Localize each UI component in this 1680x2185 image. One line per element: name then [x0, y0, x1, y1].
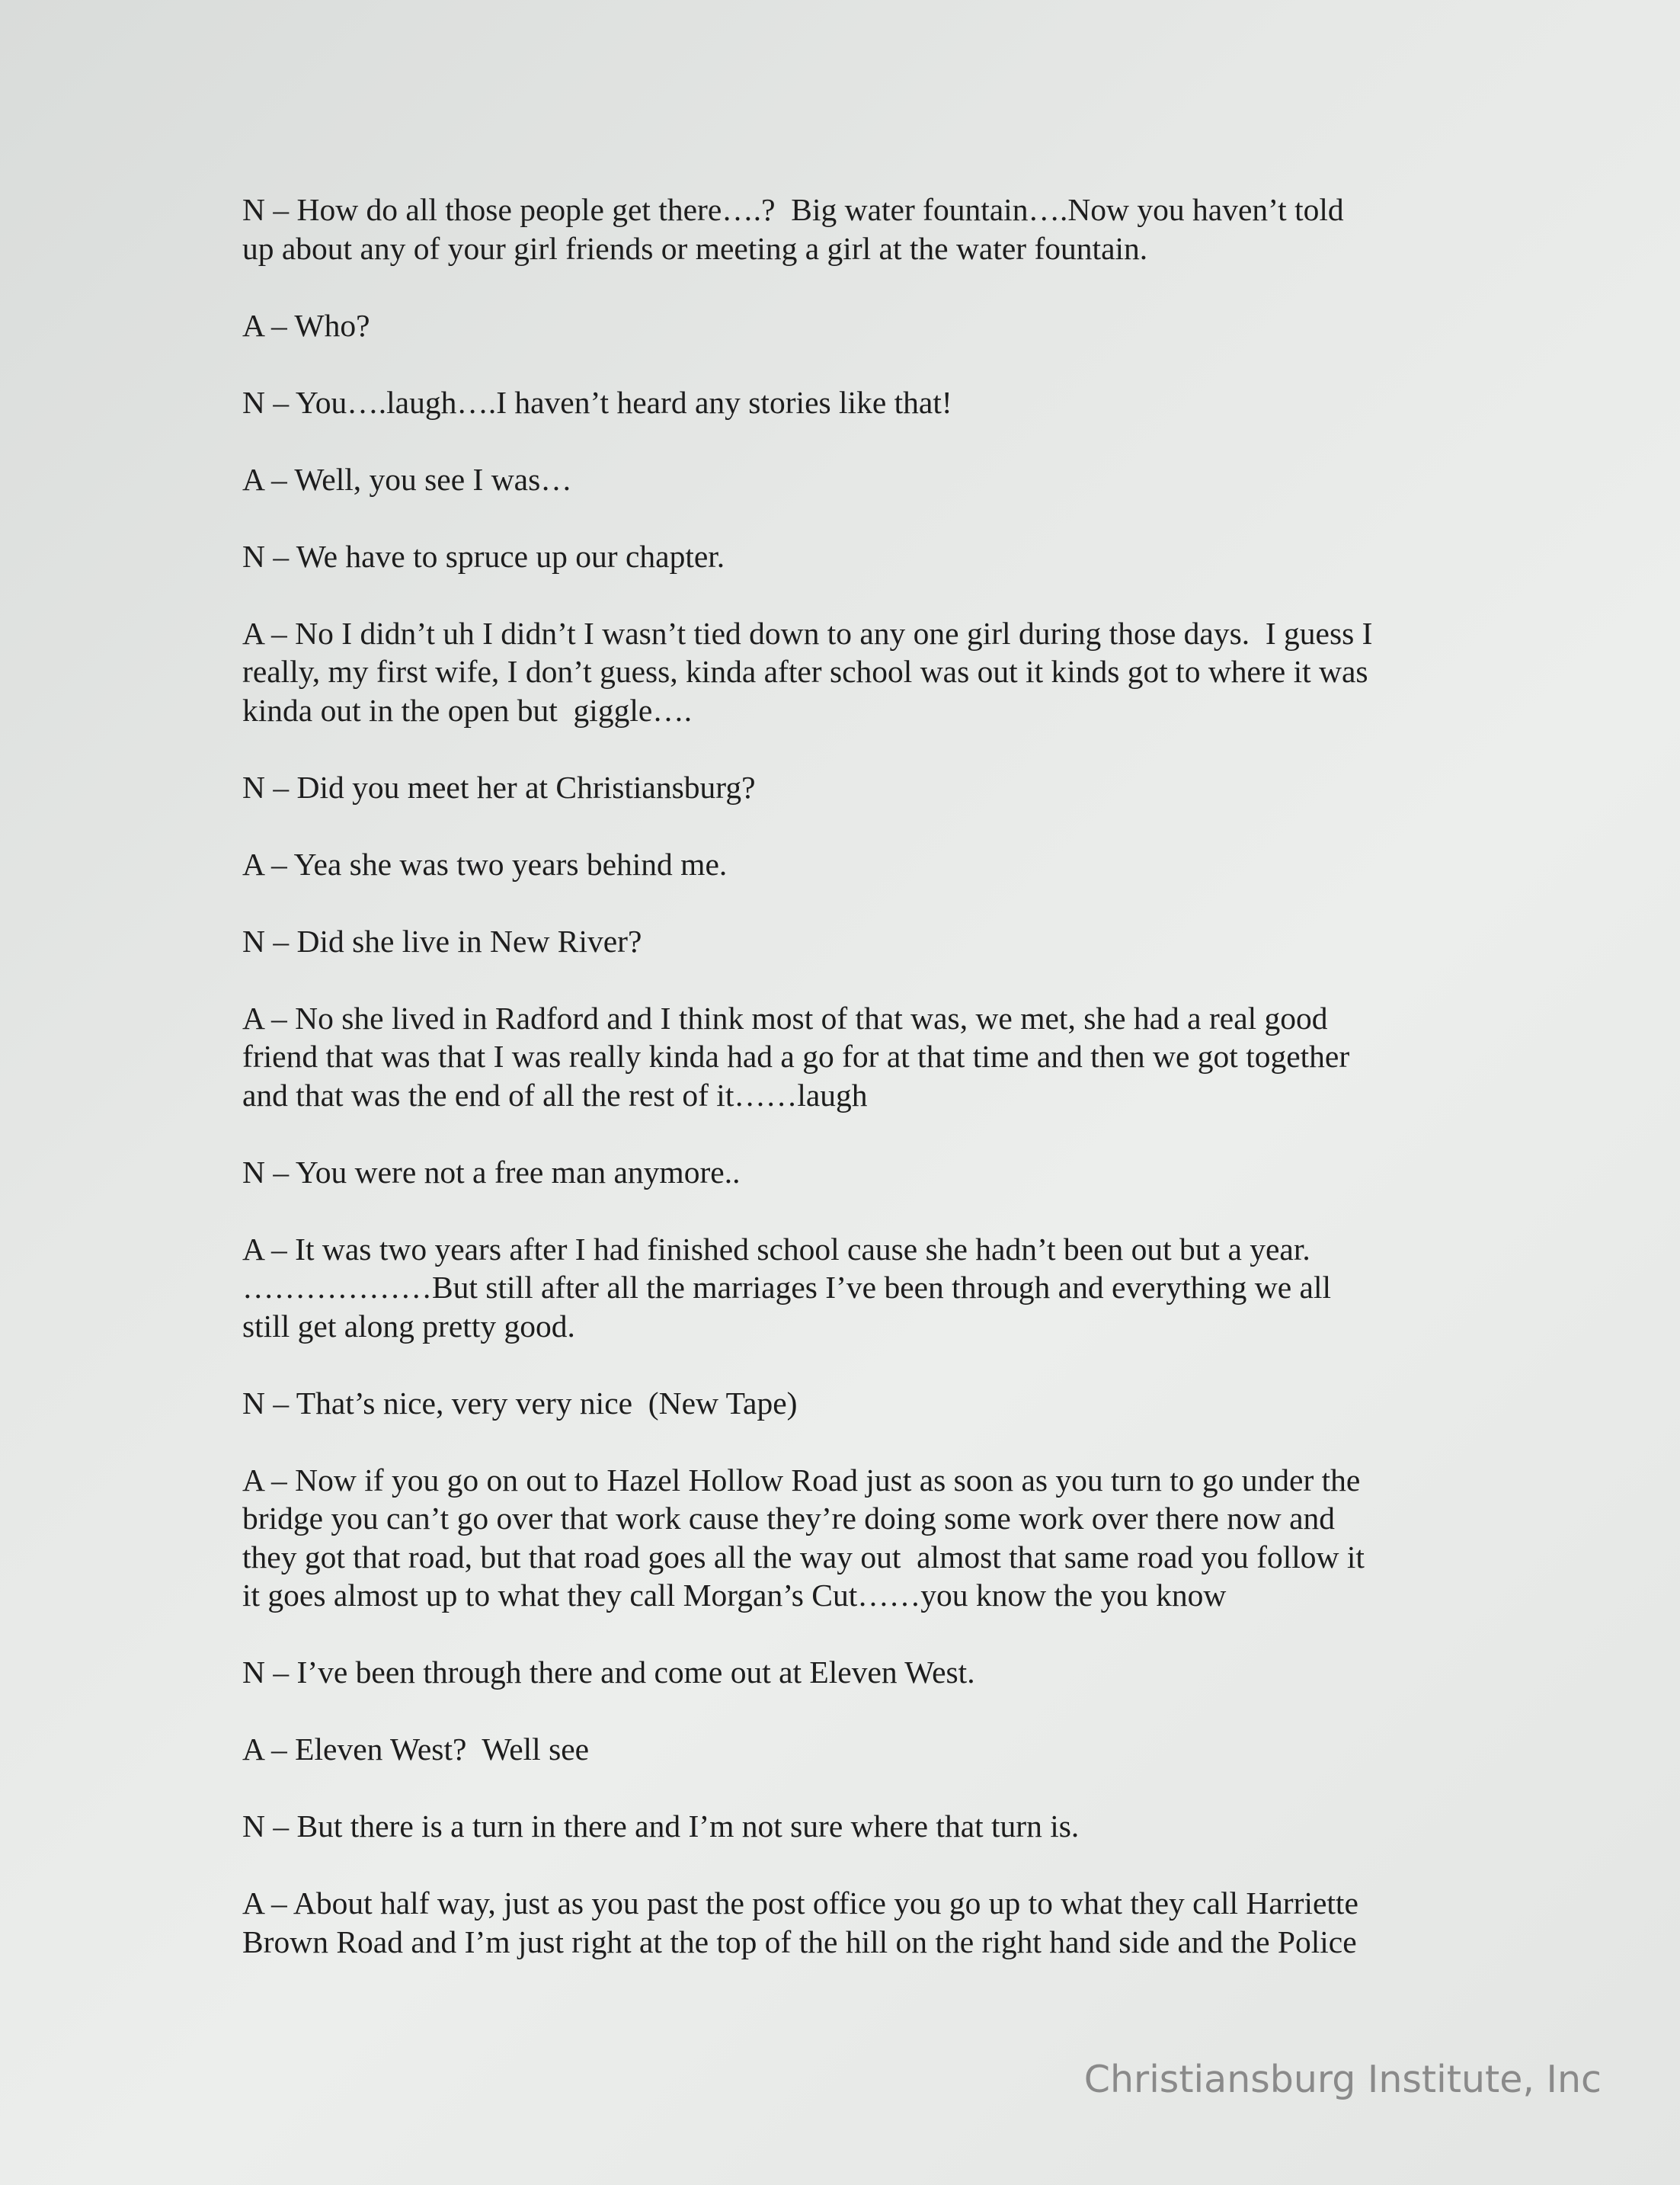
transcript-paragraph	[242, 1230, 1477, 1346]
transcript-line: A – Yea she was two years behind me.	[242, 846, 728, 882]
transcript-paragraph	[242, 1384, 1477, 1423]
transcript-paragraph	[242, 614, 1477, 730]
transcript-line: and that was the end of all the rest of it……laugh	[242, 1077, 868, 1113]
transcript-paragraph	[242, 1461, 1477, 1615]
transcript-line: A – It was two years after I had finished school cause she hadn’t been out but a year.	[242, 1231, 1310, 1267]
transcript-line: really, my first wife, I don’t guess, kinda after school was out it kinds got to where it was	[242, 654, 1368, 689]
transcript-line: bridge you can’t go over that work cause they’re doing some work over there now and	[242, 1501, 1335, 1536]
transcript-line: N – Did she live in New River?	[242, 923, 642, 959]
transcript-paragraph	[242, 845, 1477, 884]
transcript-line: A – No I didn’t uh I didn’t I wasn’t tied down to any one girl during those days. I guess I	[242, 615, 1373, 651]
transcript-line: N – I’ve been through there and come out at Eleven West.	[242, 1655, 975, 1690]
transcript-line: N – Did you meet her at Christiansburg?	[242, 769, 756, 805]
transcript-line: Brown Road and I’m just right at the top of the hill on the right hand side and the Police	[242, 1924, 1357, 1959]
transcript-line: A – Well, you see I was…	[242, 461, 572, 497]
transcript-paragraph	[242, 999, 1477, 1115]
transcript-line: A – Who?	[242, 307, 370, 343]
transcript-paragraph	[242, 1153, 1477, 1192]
transcript-line: kinda out in the open but giggle….	[242, 692, 693, 728]
transcript-paragraph	[242, 768, 1477, 807]
transcript-line: up about any of your girl friends or meeting a girl at the water fountain.	[242, 230, 1148, 266]
transcript-line: N – That’s nice, very very nice (New Tape)	[242, 1385, 798, 1421]
transcript-line: A – Eleven West? Well see	[242, 1732, 590, 1767]
transcript-paragraph	[242, 1807, 1477, 1846]
transcript-line: N – You….laugh….I haven’t heard any stories like that!	[242, 384, 952, 420]
transcript-paragraph	[242, 383, 1477, 422]
transcript-line: A – Now if you go on out to Hazel Hollow Road just as soon as you turn to go under the	[242, 1462, 1361, 1498]
transcript-line: friend that was that I was really kinda had a go for at that time and then we got together	[242, 1039, 1350, 1074]
transcript-paragraph	[242, 306, 1477, 345]
interview-transcript	[242, 191, 1477, 2000]
transcript-line: N – We have to spruce up our chapter.	[242, 538, 725, 574]
transcript-paragraph	[242, 922, 1477, 961]
transcript-line: still get along pretty good.	[242, 1308, 575, 1344]
transcript-line: N – You were not a free man anymore..	[242, 1154, 741, 1190]
transcript-paragraph	[242, 1730, 1477, 1769]
transcript-paragraph	[242, 537, 1477, 576]
transcript-line: N – But there is a turn in there and I’m not sure where that turn is.	[242, 1809, 1080, 1844]
watermark: Christiansburg Institute, Inc	[1083, 2058, 1602, 2101]
transcript-paragraph	[242, 191, 1477, 268]
transcript-paragraph	[242, 1653, 1477, 1692]
transcript-paragraph	[242, 1884, 1477, 1961]
transcript-line: A – About half way, just as you past the post office you go up to what they call Harriette	[242, 1885, 1358, 1921]
transcript-paragraph	[242, 460, 1477, 499]
transcript-line: ………………But still after all the marriages I’ve been through and everything we all	[242, 1270, 1332, 1305]
transcript-line: it goes almost up to what they call Morgan’s Cut……you know the you know	[242, 1578, 1227, 1613]
transcript-line: A – No she lived in Radford and I think most of that was, we met, she had a real good	[242, 1000, 1328, 1036]
transcript-line: N – How do all those people get there….? Big water fountain….Now you haven’t told	[242, 192, 1344, 227]
transcript-line: they got that road, but that road goes all the way out almost that same road you follow it	[242, 1539, 1365, 1575]
